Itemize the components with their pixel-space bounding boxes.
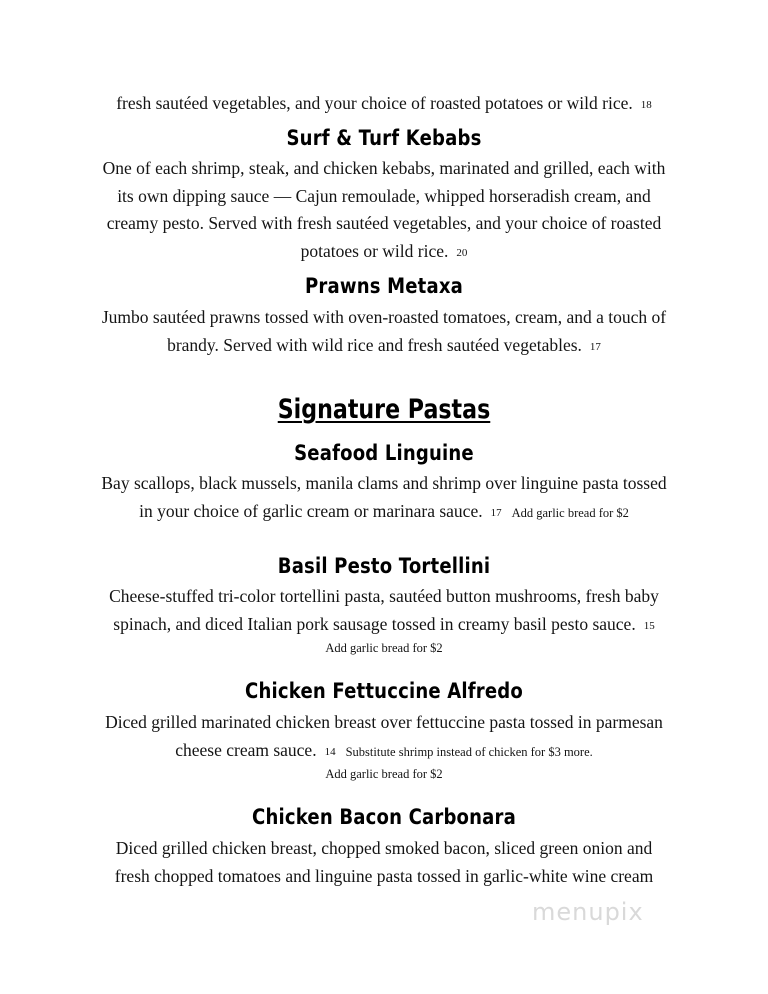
prawns-line-2 (0, 332, 768, 360)
surf-turf-line-4-text: potatoes or wild rice. (300, 241, 449, 261)
surf-turf-line-3: creamy pesto. Served with fresh sautéed vegetables, and your choice of roasted (106, 213, 662, 233)
alfredo-note: Add garlic bread for $2 (325, 767, 443, 781)
surf-turf-title: Surf & Turf Kebabs (286, 126, 482, 150)
seafood-linguine-line-1: Bay scallops, black mussels, manila clams and shrimp over linguine pasta tossed (101, 473, 667, 493)
alfredo-line-1: Diced grilled marinated chicken breast over fettuccine pasta tossed in parmesan (105, 712, 663, 732)
surf-turf-line-4 (0, 238, 768, 266)
surf-turf-line-1: One of each shrimp, steak, and chicken kebabs, marinated and grilled, each with (102, 158, 666, 178)
carbonara-line-1: Diced grilled chicken breast, chopped smoked bacon, sliced green onion and (115, 838, 653, 858)
seafood-linguine-note: Add garlic bread for $2 (511, 506, 629, 520)
seafood-linguine-line-2 (0, 498, 768, 526)
seafood-linguine-line-2-text: in your choice of garlic cream or marinara sauce. (139, 501, 483, 521)
alfredo-title: Chicken Fettuccine Alfredo (245, 679, 523, 703)
basil-pesto-line-1: Cheese-stuffed tri-color tortellini pasta, sautéed button mushrooms, fresh baby (109, 586, 659, 606)
basil-pesto-note: Add garlic bread for $2 (325, 641, 443, 655)
seafood-linguine-price: 17 (490, 507, 502, 519)
intro-description (0, 90, 768, 118)
prawns-price: 17 (589, 341, 601, 353)
surf-turf-price: 20 (456, 247, 468, 259)
alfredo-line-2-text: cheese cream sauce. (175, 740, 317, 760)
seafood-linguine-title: Seafood Linguine (294, 441, 474, 465)
menupix-watermark: menupix (532, 898, 644, 926)
basil-pesto-line-2-text: spinach, and diced Italian pork sausage tossed in creamy basil pesto sauce. (113, 614, 636, 634)
carbonara-line-2: fresh chopped tomatoes and linguine pasta tossed in garlic-white wine cream (114, 866, 654, 886)
intro-text: fresh sautéed vegetables, and your choice of roasted potatoes or wild rice. (116, 93, 633, 113)
prawns-line-2-text: brandy. Served with wild rice and fresh sautéed vegetables. (167, 335, 582, 355)
alfredo-substitute: Substitute shrimp instead of chicken for $3 more. (345, 745, 593, 759)
section-title: Signature Pastas (277, 394, 491, 425)
carbonara-title: Chicken Bacon Carbonara (252, 805, 516, 829)
basil-pesto-title: Basil Pesto Tortellini (277, 554, 491, 578)
prawns-title: Prawns Metaxa (304, 274, 464, 298)
prawns-line-1: Jumbo sautéed prawns tossed with oven-roasted tomatoes, cream, and a touch of (101, 307, 667, 327)
basil-pesto-price: 15 (643, 620, 655, 632)
intro-price: 18 (640, 99, 652, 111)
alfredo-price: 14 (324, 746, 336, 758)
surf-turf-line-2: its own dipping sauce — Cajun remoulade, whipped horseradish cream, and (117, 186, 651, 206)
